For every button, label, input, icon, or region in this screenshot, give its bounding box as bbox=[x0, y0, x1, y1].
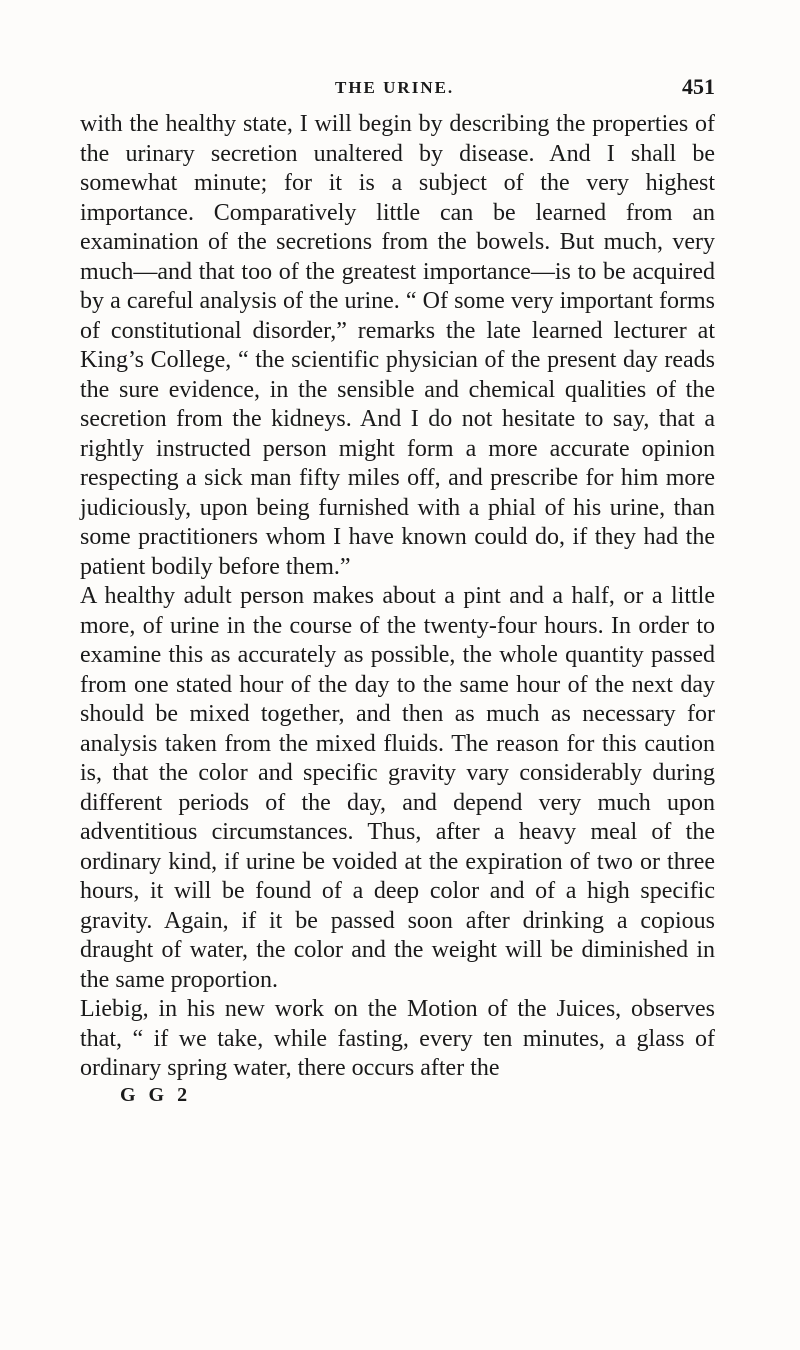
running-head bbox=[80, 70, 715, 102]
signature-mark: G G 2 bbox=[120, 1083, 192, 1106]
paragraph-3: Liebig, in his new work on the Motion of the Juices, observes that, “ if we take, while fasting, every ten minutes, a glass of ordinary spring water, there occurs after the bbox=[80, 996, 715, 1081]
paragraph-1: with the healthy state, I will begin by describing the properties of the urinary secretion unaltered by disease. And I shall be somewhat minute; for it is a subject of the very highest importance. Comparatively little can be learned from an examination of the secretions from the bowels. But much, very much—and that too of the greatest importance—is to be acquired by a careful analysis of the urine. “ Of some very important forms of constitutional disorder,” remarks the late learned lecturer at King’s College, “ the scientific physician of the present day reads the sure evidence, in the sensible and chemical qualities of the secretion from the kidneys. And I do not hesitate to say, that a rightly instructed person might form a more accurate opinion respecting a sick man fifty miles off, and prescribe for him more judiciously, upon being furnished with a phial of his urine, than some practitioners whom I have known could do, if they had the patient bodily before them.” bbox=[80, 111, 715, 580]
paragraph-2: A healthy adult person makes about a pint and a half, or a little more, of urine in the course of the twenty-four hours. In order to examine this as accurately as possible, the whole quantity passed from one stated hour of the day to the same hour of the next day should be mixed together, and then as much as necessary for analysis taken from the mixed fluids. The reason for this caution is, that the color and specific gravity vary considerably during different periods of the day, and depend very much upon adventitious circumstances. Thus, after a heavy meal of the ordinary kind, if urine be voided at the expiration of two or three hours, it will be found of a deep color and of a high specific gravity. Again, if it be passed soon after drinking a copious draught of water, the color and the weight will be diminished in the same proportion. bbox=[80, 583, 715, 993]
running-title: THE URINE. bbox=[335, 78, 455, 97]
page-number: 451 bbox=[682, 74, 715, 99]
book-page bbox=[80, 70, 715, 1107]
body-text bbox=[80, 110, 715, 1084]
